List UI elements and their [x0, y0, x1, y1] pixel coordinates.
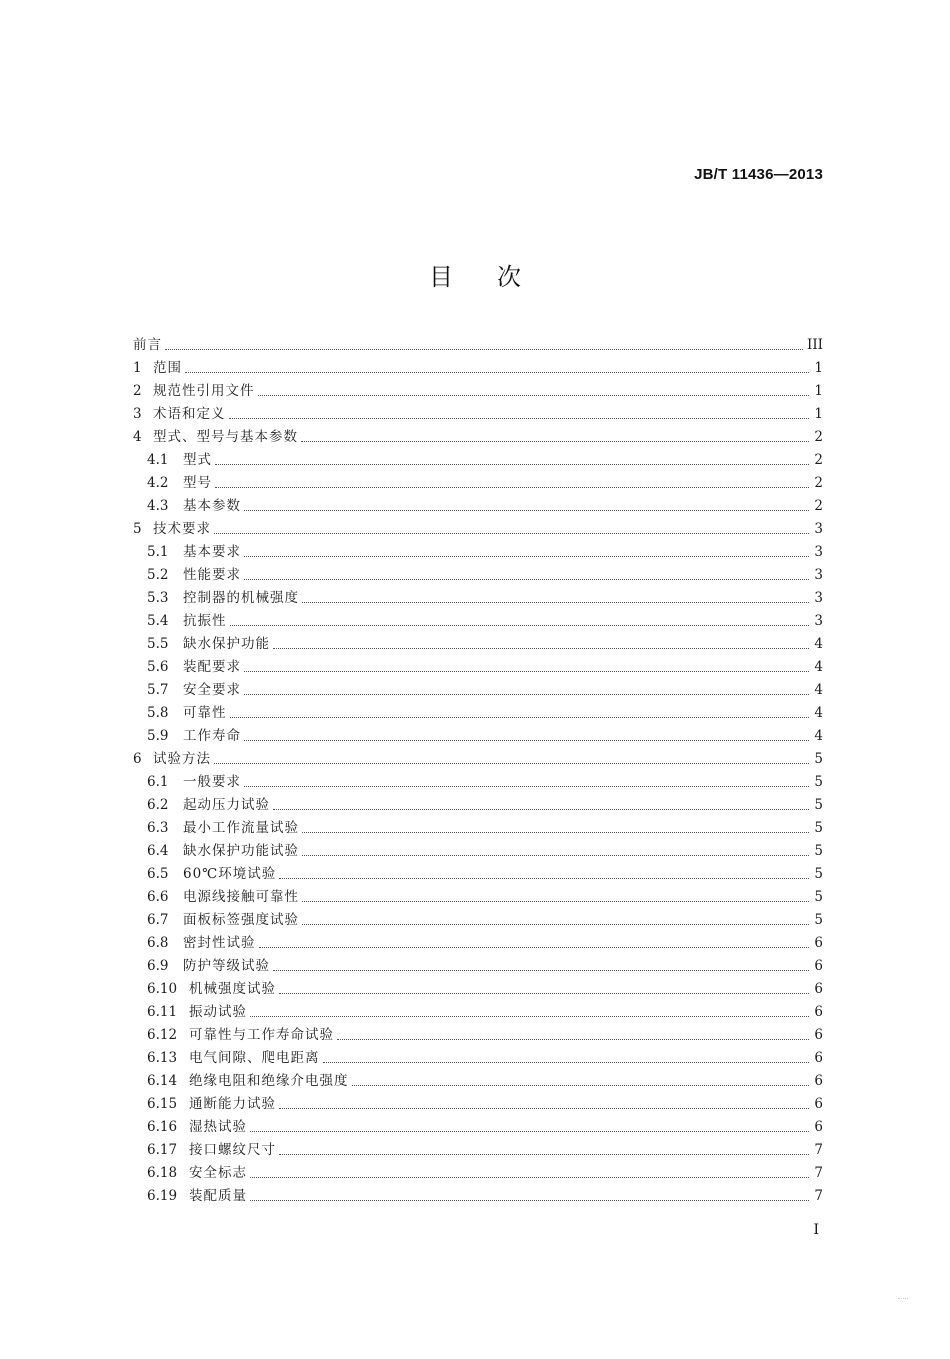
toc-entry-page: 5 [814, 889, 823, 905]
toc-entry-number: 6.9 [147, 958, 169, 974]
toc-entry-label: 抗振性 [183, 613, 227, 629]
toc-entry-page: 1 [814, 406, 823, 422]
toc-entry-label: 工作寿命 [183, 728, 241, 744]
toc-entry[interactable] [133, 354, 823, 377]
toc-entry[interactable] [133, 791, 823, 814]
toc-entry-number: 6.10 [147, 981, 178, 997]
toc-entry-number: 6 [133, 751, 142, 767]
toc-entry-page: 4 [814, 705, 823, 721]
toc-entry-label: 振动试验 [189, 1004, 247, 1020]
toc-entry-page: 3 [814, 521, 823, 537]
toc-entry-page: 7 [814, 1165, 823, 1181]
document-code: JB/T 11436—2013 [694, 166, 823, 183]
toc-entry[interactable] [133, 469, 823, 492]
toc-entry-number: 5.2 [147, 567, 169, 583]
toc-leader-dots [215, 463, 809, 465]
toc-entry-label: 型号 [183, 475, 212, 491]
toc-entry-number: 5.7 [147, 682, 169, 698]
toc-entry[interactable] [133, 331, 823, 354]
toc-entry-page: 3 [814, 590, 823, 606]
toc-leader-dots [279, 877, 809, 879]
toc-entry-label: 安全标志 [189, 1165, 247, 1181]
toc-leader-dots [250, 1130, 809, 1132]
toc-leader-dots [279, 1107, 809, 1109]
toc-entry-label: 可靠性与工作寿命试验 [189, 1027, 334, 1043]
toc-entry-number: 6.16 [147, 1119, 178, 1135]
toc-entry-label: 60℃环境试验 [183, 866, 277, 882]
toc-entry[interactable] [133, 1090, 823, 1113]
toc-leader-dots [230, 716, 810, 718]
toc-entry-label: 密封性试验 [183, 935, 256, 951]
toc-entry-page: 3 [814, 567, 823, 583]
toc-entry-number: 6.8 [147, 935, 169, 951]
toc-entry-label: 性能要求 [183, 567, 241, 583]
toc-entry-label: 起动压力试验 [183, 797, 270, 813]
page-number: I [813, 1222, 819, 1238]
toc-leader-dots [273, 647, 809, 649]
toc-entry-number: 5.9 [147, 728, 169, 744]
toc-leader-dots [250, 1176, 809, 1178]
toc-leader-dots [214, 532, 809, 534]
toc-entry-page: III [807, 337, 823, 353]
toc-entry-label: 机械强度试验 [189, 981, 276, 997]
toc-entry[interactable] [133, 1159, 823, 1182]
toc-leader-dots [244, 509, 809, 511]
toc-leader-dots [302, 923, 809, 925]
toc-entry[interactable] [133, 975, 823, 998]
toc-entry-label: 范围 [153, 360, 182, 376]
toc-leader-dots [273, 969, 809, 971]
toc-entry[interactable] [133, 584, 823, 607]
toc-entry[interactable] [133, 515, 823, 538]
toc-entry-page: 6 [814, 1073, 823, 1089]
toc-entry[interactable] [133, 998, 823, 1021]
toc-entry[interactable] [133, 538, 823, 561]
toc-entry[interactable] [133, 929, 823, 952]
toc-leader-dots [165, 348, 803, 350]
toc-entry-label: 防护等级试验 [183, 958, 270, 974]
toc-entry-number: 6.5 [147, 866, 169, 882]
toc-entry-page: 6 [814, 1050, 823, 1066]
toc-entry-page: 6 [814, 958, 823, 974]
toc-entry-page: 5 [814, 866, 823, 882]
toc-entry-label: 电气间隙、爬电距离 [189, 1050, 320, 1066]
toc-leader-dots [244, 739, 809, 741]
toc-entry-page: 5 [814, 843, 823, 859]
toc-entry-number: 4.1 [147, 452, 169, 468]
toc-leader-dots [258, 394, 810, 396]
toc-entry-number: 6.17 [147, 1142, 178, 1158]
toc-entry-number: 5.4 [147, 613, 169, 629]
toc-entry-page: 2 [814, 475, 823, 491]
toc-entry-number: 6.12 [147, 1027, 178, 1043]
toc-entry-page: 4 [814, 636, 823, 652]
toc-entry-label: 装配要求 [183, 659, 241, 675]
toc-entry-number: 6.14 [147, 1073, 178, 1089]
toc-entry-number: 5.3 [147, 590, 169, 606]
toc-entry-number: 5.8 [147, 705, 169, 721]
toc-entry-page: 5 [814, 774, 823, 790]
toc-entry-page: 6 [814, 1119, 823, 1135]
toc-entry-label: 可靠性 [183, 705, 227, 721]
toc-entry[interactable] [133, 400, 823, 423]
toc-entry-number: 6.3 [147, 820, 169, 836]
toc-entry-label: 前言 [133, 337, 162, 353]
toc-entry[interactable] [133, 722, 823, 745]
toc-entry-label: 型式、型号与基本参数 [153, 429, 298, 445]
toc-entry-page: 5 [814, 797, 823, 813]
toc-entry[interactable] [133, 653, 823, 676]
toc-entry-number: 6.13 [147, 1050, 178, 1066]
toc-entry-number: 6.4 [147, 843, 169, 859]
toc-leader-dots [230, 624, 810, 626]
toc-leader-dots [229, 417, 810, 419]
toc-leader-dots [302, 900, 809, 902]
toc-entry-number: 5.5 [147, 636, 169, 652]
toc-entry-label: 基本参数 [183, 498, 241, 514]
toc-entry[interactable] [133, 906, 823, 929]
toc-entry-page: 4 [814, 659, 823, 675]
toc-leader-dots [244, 693, 809, 695]
toc-entry-page: 5 [814, 751, 823, 767]
toc-leader-dots [323, 1061, 810, 1063]
toc-leader-dots [214, 762, 809, 764]
toc-entry-page: 7 [814, 1142, 823, 1158]
toc-entry[interactable] [133, 377, 823, 400]
toc-leader-dots [250, 1015, 809, 1017]
toc-entry-label: 面板标签强度试验 [183, 912, 299, 928]
toc-leader-dots [301, 440, 809, 442]
toc-leader-dots [244, 578, 809, 580]
toc-leader-dots [244, 670, 809, 672]
toc-entry-number: 1 [133, 360, 142, 376]
toc-entry-number: 5.6 [147, 659, 169, 675]
toc-entry-number: 6.7 [147, 912, 169, 928]
toc-entry[interactable] [133, 630, 823, 653]
toc-entry[interactable] [133, 814, 823, 837]
toc-entry-page: 6 [814, 1096, 823, 1112]
toc-entry-page: 4 [814, 682, 823, 698]
toc-leader-dots [273, 808, 809, 810]
table-of-contents [133, 331, 823, 1205]
toc-entry-page: 3 [814, 544, 823, 560]
toc-entry-label: 电源线接触可靠性 [183, 889, 299, 905]
toc-entry[interactable] [133, 860, 823, 883]
toc-entry-label: 试验方法 [153, 751, 211, 767]
toc-entry-label: 控制器的机械强度 [183, 590, 299, 606]
toc-entry-label: 缺水保护功能 [183, 636, 270, 652]
toc-entry-page: 3 [814, 613, 823, 629]
toc-entry-number: 6.1 [147, 774, 169, 790]
toc-entry-label: 规范性引用文件 [153, 383, 255, 399]
toc-entry-label: 安全要求 [183, 682, 241, 698]
toc-entry-page: 2 [814, 452, 823, 468]
toc-entry[interactable] [133, 1182, 823, 1205]
toc-entry-number: 4 [133, 429, 142, 445]
toc-entry-number: 3 [133, 406, 142, 422]
toc-entry-label: 通断能力试验 [189, 1096, 276, 1112]
toc-leader-dots [215, 486, 809, 488]
toc-entry-number: 4.3 [147, 498, 169, 514]
toc-entry-label: 装配质量 [189, 1188, 247, 1204]
toc-entry-label: 缺水保护功能试验 [183, 843, 299, 859]
toc-leader-dots [302, 831, 809, 833]
toc-entry[interactable] [133, 1136, 823, 1159]
toc-entry[interactable] [133, 607, 823, 630]
toc-entry-number: 4.2 [147, 475, 169, 491]
scan-speck [898, 1298, 908, 1301]
toc-entry-label: 一般要求 [183, 774, 241, 790]
toc-entry-label: 绝缘电阻和绝缘介电强度 [189, 1073, 349, 1089]
toc-entry[interactable] [133, 1044, 823, 1067]
toc-leader-dots [302, 854, 809, 856]
toc-entry[interactable] [133, 561, 823, 584]
toc-entry-label: 型式 [183, 452, 212, 468]
toc-entry-page: 1 [814, 360, 823, 376]
toc-entry[interactable] [133, 446, 823, 469]
toc-entry-number: 5 [133, 521, 142, 537]
toc-entry-number: 6.15 [147, 1096, 178, 1112]
toc-entry-label: 最小工作流量试验 [183, 820, 299, 836]
toc-entry-label: 技术要求 [153, 521, 211, 537]
toc-entry-number: 5.1 [147, 544, 169, 560]
toc-title: 目次 [429, 263, 565, 291]
toc-entry-page: 6 [814, 935, 823, 951]
toc-entry[interactable] [133, 837, 823, 860]
toc-leader-dots [185, 371, 809, 373]
toc-entry-page: 5 [814, 820, 823, 836]
toc-entry-number: 6.2 [147, 797, 169, 813]
toc-entry-page: 2 [814, 498, 823, 514]
toc-entry[interactable] [133, 1021, 823, 1044]
toc-entry-number: 6.18 [147, 1165, 178, 1181]
toc-entry-page: 6 [814, 981, 823, 997]
toc-entry-page: 6 [814, 1004, 823, 1020]
toc-leader-dots [244, 555, 809, 557]
toc-entry[interactable] [133, 952, 823, 975]
toc-entry-page: 4 [814, 728, 823, 744]
toc-entry-label: 湿热试验 [189, 1119, 247, 1135]
toc-entry[interactable] [133, 1113, 823, 1136]
toc-entry[interactable] [133, 423, 823, 446]
toc-leader-dots [259, 946, 810, 948]
toc-entry-page: 7 [814, 1188, 823, 1204]
toc-entry-label: 术语和定义 [153, 406, 226, 422]
toc-entry-page: 1 [814, 383, 823, 399]
toc-leader-dots [352, 1084, 810, 1086]
toc-entry[interactable] [133, 768, 823, 791]
toc-entry-page: 5 [814, 912, 823, 928]
toc-entry-number: 6.6 [147, 889, 169, 905]
toc-entry[interactable] [133, 1067, 823, 1090]
toc-entry[interactable] [133, 883, 823, 906]
toc-entry-label: 基本要求 [183, 544, 241, 560]
toc-entry-page: 2 [814, 429, 823, 445]
toc-entry-label: 接口螺纹尺寸 [189, 1142, 276, 1158]
toc-entry-number: 6.19 [147, 1188, 178, 1204]
toc-leader-dots [279, 992, 809, 994]
toc-entry-page: 6 [814, 1027, 823, 1043]
toc-entry[interactable] [133, 745, 823, 768]
toc-leader-dots [244, 785, 809, 787]
toc-leader-dots [302, 601, 809, 603]
toc-entry[interactable] [133, 699, 823, 722]
toc-entry-number: 2 [133, 383, 142, 399]
toc-entry-number: 6.11 [147, 1004, 178, 1020]
toc-leader-dots [279, 1153, 809, 1155]
toc-leader-dots [250, 1199, 809, 1201]
toc-entry[interactable] [133, 492, 823, 515]
toc-entry[interactable] [133, 676, 823, 699]
toc-leader-dots [337, 1038, 809, 1040]
